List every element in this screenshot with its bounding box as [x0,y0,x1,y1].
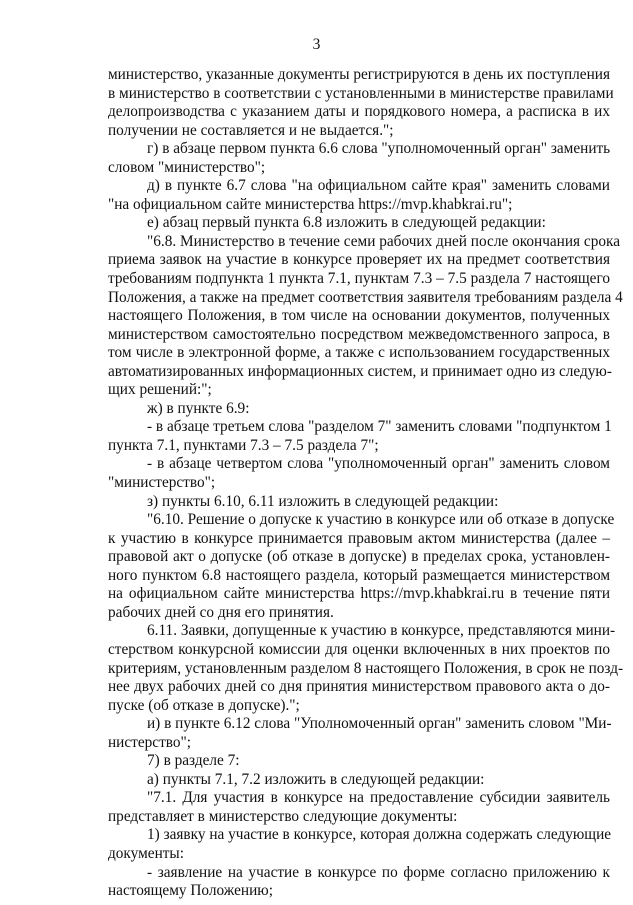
text-line: требованиям подпункта 1 пункта 7.1, пунктам 7.3 – 7.5 раздела 7 настоящего [108,270,610,288]
text-line: и) в пункте 6.12 слова "Уполномоченный орган" заменить словом "Ми- [147,715,612,733]
text-line: автоматизированных информационных систем, и принимает одно из следую- [108,362,612,380]
text-line: в министерство в соответствии с установленными в министерстве правилами [108,84,614,102]
text-line: рабочих дней со дня его принятия. [108,603,334,621]
text-line: министерством самостоятельно посредством межведомственного запроса, в [108,325,610,343]
text-line: том числе в электронной форме, а также с использованием государственных [108,344,610,362]
text-line: приема заявок на участие в конкурсе проверяет их на предмет соответствия [108,251,610,269]
text-line: 6.11. Заявки, допущенные к участию в конкурсе, представляются мини- [147,622,616,640]
text-line: министерство, указанные документы регистрируются в день их поступления [108,66,610,83]
text-line: пункта 7.1, пунктами 7.3 – 7.5 раздела 7"; [108,436,379,454]
text-line: к участию в конкурсе принимается правовым актом министерства (далее – [108,529,610,547]
text-line: нистерство"; [108,733,192,751]
text-line: нее двух рабочих дней со дня принятия министерством правового акта о до- [108,678,610,696]
text-line: 1) заявку на участие в конкурсе, которая должна содержать следующие [147,826,612,844]
text-line: "6.8. Министерство в течение семи рабочих дней после окончания срока [147,232,620,250]
text-line: настоящего Положения, в том числе на основании документов, полученных [108,307,610,325]
text-line: - в абзаце третьем слова "разделом 7" заменить словами "подпунктом 1 [147,418,612,436]
text-line: 7) в разделе 7: [147,752,240,770]
text-line: Положения, а также на предмет соответствия заявителя требованиям раздела 4 [108,288,623,306]
text-line: критериям, установленным разделом 8 настоящего Положения, в срок не позд- [108,659,624,677]
text-line: правовой акт о допуске (об отказе в допуске) в пределах срока, установлен- [108,548,610,566]
text-line: ного пунктом 6.8 настоящего раздела, который размещается министерством [108,566,610,584]
page-number: 3 [312,36,321,53]
text-line: получении не составляется и не выдается."; [108,121,394,139]
text-line: документы: [108,844,184,862]
text-line: ж) в пункте 6.9: [147,399,250,417]
text-line: е) абзац первый пункта 6.8 изложить в следующей редакции: [147,214,546,232]
text-line: "7.1. Для участия в конкурсе на предоставление субсидии заявитель [147,789,610,807]
text-line: "министерство"; [108,474,216,492]
text-line: - заявление на участие в конкурсе по форме согласно приложению к [147,863,610,881]
text-line: представляет в министерство следующие документы: [108,807,458,825]
document-body [108,66,624,901]
text-line: а) пункты 7.1, 7.2 изложить в следующей редакции: [147,770,485,788]
text-line: стерством конкурсной комиссии для оценки включенных в них проектов по [108,640,610,658]
text-line: щих решений:"; [108,381,212,399]
text-line: з) пункты 6.10, 6.11 изложить в следующей редакции: [147,492,499,510]
text-line: настоящему Положению; [108,882,273,900]
text-line: г) в абзаце первом пункта 6.6 слова "уполномоченный орган" заменить [147,140,611,158]
text-line: "на официальном сайте министерства https://mvp.khabkrai.ru"; [108,195,513,213]
text-line: делопроизводства с указанием даты и порядкового номера, а расписка в их [108,103,610,121]
text-line: "6.10. Решение о допуске к участию в конкурсе или об отказе в допуске [147,511,615,529]
text-line: д) в пункте 6.7 слова "на официальном сайте края" заменить словами [147,177,610,195]
text-line: словом "министерство"; [108,158,266,176]
text-line: - в абзаце четвертом слова "уполномоченный орган" заменить словом [147,455,610,473]
text-line: пуске (об отказе в допуске)."; [108,696,300,714]
text-line: на официальном сайте министерства https://mvp.khabkrai.ru в течение пяти [108,585,610,603]
